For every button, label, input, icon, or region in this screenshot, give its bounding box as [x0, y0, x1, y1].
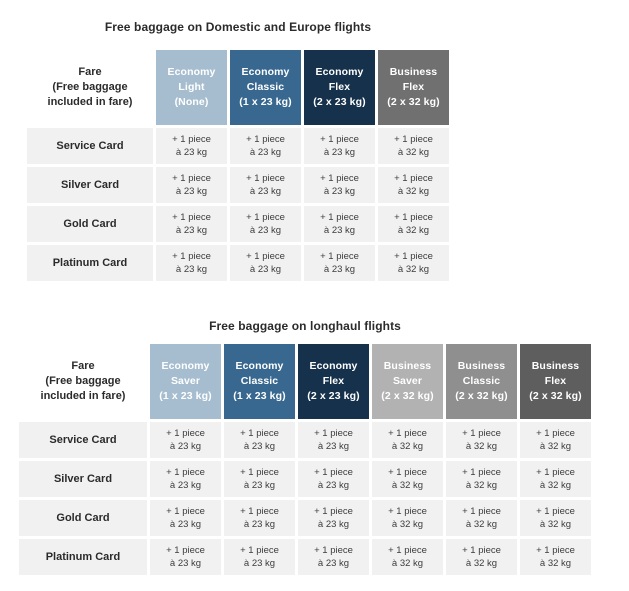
baggage-cell: [446, 500, 517, 536]
baggage-pieces: + 1 piece: [246, 134, 285, 145]
baggage-weight: à 23 kg: [243, 558, 276, 569]
baggage-cell: [520, 500, 591, 536]
baggage-cell: [150, 422, 221, 458]
baggage-pieces: + 1 piece: [240, 428, 279, 439]
column-header-line: Business: [389, 66, 438, 78]
baggage-cell: [304, 167, 375, 203]
baggage-cell: [372, 500, 443, 536]
column-header-line: Business: [531, 360, 580, 372]
baggage-pieces: + 1 piece: [388, 545, 427, 556]
column-header-allowance: (2 x 32 kg): [381, 390, 434, 402]
baggage-cell: [378, 128, 449, 164]
baggage-weight: à 23 kg: [243, 519, 276, 530]
fare-header-line: included in fare): [47, 96, 133, 108]
baggage-pieces: + 1 piece: [394, 134, 433, 145]
row-label-silver-card: Silver Card: [27, 167, 153, 203]
row-label-platinum-card: Platinum Card: [19, 539, 147, 575]
baggage-cell: [372, 461, 443, 497]
column-header-line: Saver: [170, 375, 201, 387]
baggage-weight: à 23 kg: [323, 225, 356, 236]
column-header-line: Classic: [246, 81, 285, 93]
column-header-economy-classic: [230, 50, 301, 125]
baggage-cell: [372, 422, 443, 458]
baggage-weight: à 23 kg: [243, 441, 276, 452]
baggage-pieces: + 1 piece: [536, 467, 575, 478]
baggage-weight: à 23 kg: [317, 441, 350, 452]
fare-header-cell: [27, 50, 153, 125]
baggage-weight: à 23 kg: [175, 225, 208, 236]
baggage-cell: [150, 500, 221, 536]
baggage-weight: à 32 kg: [465, 480, 498, 491]
column-header-allowance: (2 x 23 kg): [307, 390, 360, 402]
baggage-pieces: + 1 piece: [394, 251, 433, 262]
baggage-cell: [230, 167, 301, 203]
baggage-weight: à 32 kg: [465, 441, 498, 452]
baggage-cell: [372, 539, 443, 575]
baggage-weight: à 32 kg: [391, 558, 424, 569]
baggage-pieces: + 1 piece: [314, 545, 353, 556]
baggage-pieces: + 1 piece: [320, 251, 359, 262]
baggage-cell: [304, 245, 375, 281]
baggage-cell: [304, 206, 375, 242]
fare-header-line: (Free baggage: [52, 81, 128, 93]
column-header-economy-light: [156, 50, 227, 125]
column-header-line: Light: [178, 81, 205, 93]
baggage-cell: [230, 206, 301, 242]
baggage-cell: [298, 461, 369, 497]
baggage-cell: [304, 128, 375, 164]
baggage-weight: à 32 kg: [397, 264, 430, 275]
baggage-cell: [156, 206, 227, 242]
column-header-business-saver: [372, 344, 443, 419]
baggage-cell: [224, 422, 295, 458]
column-header-allowance: (1 x 23 kg): [233, 390, 286, 402]
column-header-line: Economy: [241, 66, 290, 78]
table-title-longhaul: Free baggage on longhaul flights: [209, 319, 401, 333]
row-label-service-card: Service Card: [27, 128, 153, 164]
baggage-pieces: + 1 piece: [320, 212, 359, 223]
baggage-pieces: + 1 piece: [314, 428, 353, 439]
baggage-cell: [150, 539, 221, 575]
column-header-business-flex: [520, 344, 591, 419]
row-label-gold-card: Gold Card: [19, 500, 147, 536]
baggage-cell: [378, 245, 449, 281]
row-label-silver-card: Silver Card: [19, 461, 147, 497]
baggage-pieces: + 1 piece: [536, 428, 575, 439]
baggage-cell: [150, 461, 221, 497]
column-header-line: Economy: [167, 66, 216, 78]
row-label-service-card: Service Card: [19, 422, 147, 458]
baggage-pieces: + 1 piece: [536, 506, 575, 517]
baggage-cell: [224, 539, 295, 575]
column-header-allowance: (2 x 32 kg): [529, 390, 582, 402]
baggage-pieces: + 1 piece: [314, 506, 353, 517]
baggage-pieces: + 1 piece: [240, 545, 279, 556]
column-header-allowance: (2 x 32 kg): [455, 390, 508, 402]
baggage-weight: à 23 kg: [243, 480, 276, 491]
column-header-line: Economy: [309, 360, 358, 372]
baggage-weight: à 23 kg: [169, 480, 202, 491]
baggage-weight: à 32 kg: [397, 147, 430, 158]
baggage-weight: à 23 kg: [175, 147, 208, 158]
table-title-domestic-europe: Free baggage on Domestic and Europe flights: [104, 20, 372, 34]
column-header-allowance: (None): [174, 96, 209, 108]
baggage-cell: [230, 245, 301, 281]
baggage-cell: [446, 461, 517, 497]
column-header-line: Business: [457, 360, 506, 372]
fare-header-line: Fare: [78, 66, 102, 78]
row-label-gold-card: Gold Card: [27, 206, 153, 242]
baggage-pieces: + 1 piece: [246, 212, 285, 223]
baggage-cell: [298, 539, 369, 575]
baggage-pieces: + 1 piece: [394, 173, 433, 184]
column-header-line: Economy: [315, 66, 364, 78]
baggage-pieces: + 1 piece: [314, 467, 353, 478]
baggage-pieces: + 1 piece: [166, 545, 205, 556]
baggage-weight: à 23 kg: [249, 147, 282, 158]
baggage-weight: à 32 kg: [539, 519, 572, 530]
baggage-weight: à 23 kg: [169, 558, 202, 569]
baggage-pieces: + 1 piece: [246, 251, 285, 262]
baggage-pieces: + 1 piece: [536, 545, 575, 556]
baggage-weight: à 32 kg: [391, 519, 424, 530]
baggage-weight: à 32 kg: [397, 186, 430, 197]
baggage-cell: [378, 206, 449, 242]
column-header-allowance: (2 x 32 kg): [387, 96, 440, 108]
baggage-weight: à 23 kg: [323, 186, 356, 197]
baggage-pieces: + 1 piece: [320, 134, 359, 145]
baggage-cell: [156, 167, 227, 203]
baggage-weight: à 32 kg: [465, 519, 498, 530]
baggage-pieces: + 1 piece: [172, 134, 211, 145]
column-header-line: Saver: [392, 375, 423, 387]
column-header-line: Business: [383, 360, 432, 372]
column-header-line: Economy: [235, 360, 284, 372]
baggage-pieces: + 1 piece: [172, 251, 211, 262]
baggage-weight: à 23 kg: [169, 519, 202, 530]
baggage-cell: [520, 461, 591, 497]
baggage-weight: à 32 kg: [539, 480, 572, 491]
baggage-pieces: + 1 piece: [388, 428, 427, 439]
baggage-pieces: + 1 piece: [462, 428, 501, 439]
baggage-cell: [298, 500, 369, 536]
baggage-cell: [378, 167, 449, 203]
baggage-pieces: + 1 piece: [320, 173, 359, 184]
baggage-pieces: + 1 piece: [166, 467, 205, 478]
column-header-business-classic: [446, 344, 517, 419]
fare-header-line: included in fare): [40, 390, 126, 402]
longhaul-baggage-section: [19, 319, 591, 575]
baggage-pieces: + 1 piece: [462, 506, 501, 517]
baggage-weight: à 23 kg: [317, 519, 350, 530]
baggage-pieces: + 1 piece: [388, 467, 427, 478]
baggage-cell: [156, 128, 227, 164]
baggage-weight: à 32 kg: [397, 225, 430, 236]
column-header-allowance: (1 x 23 kg): [239, 96, 292, 108]
column-header-line: Classic: [240, 375, 279, 387]
baggage-weight: à 23 kg: [323, 264, 356, 275]
fare-header-line: Fare: [71, 360, 95, 372]
column-header-line: Flex: [328, 81, 351, 93]
baggage-cell: [156, 245, 227, 281]
baggage-weight: à 32 kg: [539, 441, 572, 452]
column-header-economy-saver: [150, 344, 221, 419]
domestic-europe-baggage-section: [27, 20, 449, 281]
baggage-cell: [520, 539, 591, 575]
baggage-cell: [446, 422, 517, 458]
baggage-weight: à 23 kg: [175, 264, 208, 275]
baggage-weight: à 23 kg: [249, 186, 282, 197]
baggage-pieces: + 1 piece: [240, 506, 279, 517]
baggage-weight: à 32 kg: [539, 558, 572, 569]
longhaul-baggage-table: [19, 344, 591, 575]
baggage-weight: à 32 kg: [465, 558, 498, 569]
baggage-cell: [224, 500, 295, 536]
baggage-pieces: + 1 piece: [246, 173, 285, 184]
baggage-weight: à 23 kg: [323, 147, 356, 158]
baggage-cell: [520, 422, 591, 458]
baggage-pieces: + 1 piece: [172, 173, 211, 184]
column-header-economy-flex: [298, 344, 369, 419]
column-header-line: Flex: [544, 375, 567, 387]
baggage-pieces: + 1 piece: [388, 506, 427, 517]
baggage-pieces: + 1 piece: [166, 506, 205, 517]
column-header-allowance: (2 x 23 kg): [313, 96, 366, 108]
column-header-line: Classic: [462, 375, 501, 387]
row-label-platinum-card: Platinum Card: [27, 245, 153, 281]
baggage-weight: à 32 kg: [391, 480, 424, 491]
column-header-line: Economy: [161, 360, 210, 372]
baggage-weight: à 32 kg: [391, 441, 424, 452]
baggage-weight: à 23 kg: [249, 225, 282, 236]
column-header-business-flex: [378, 50, 449, 125]
baggage-cell: [224, 461, 295, 497]
fare-header-line: (Free baggage: [45, 375, 121, 387]
baggage-weight: à 23 kg: [169, 441, 202, 452]
baggage-pieces: + 1 piece: [172, 212, 211, 223]
domestic-europe-baggage-table: [27, 50, 449, 281]
column-header-line: Flex: [402, 81, 425, 93]
baggage-pieces: + 1 piece: [394, 212, 433, 223]
baggage-cell: [230, 128, 301, 164]
baggage-pieces: + 1 piece: [462, 467, 501, 478]
baggage-weight: à 23 kg: [317, 558, 350, 569]
fare-header-cell: [19, 344, 147, 419]
baggage-cell: [446, 539, 517, 575]
column-header-line: Flex: [322, 375, 345, 387]
column-header-economy-classic: [224, 344, 295, 419]
baggage-cell: [298, 422, 369, 458]
baggage-weight: à 23 kg: [317, 480, 350, 491]
column-header-allowance: (1 x 23 kg): [159, 390, 212, 402]
baggage-pieces: + 1 piece: [166, 428, 205, 439]
baggage-weight: à 23 kg: [249, 264, 282, 275]
baggage-weight: à 23 kg: [175, 186, 208, 197]
baggage-pieces: + 1 piece: [462, 545, 501, 556]
column-header-economy-flex: [304, 50, 375, 125]
baggage-pieces: + 1 piece: [240, 467, 279, 478]
